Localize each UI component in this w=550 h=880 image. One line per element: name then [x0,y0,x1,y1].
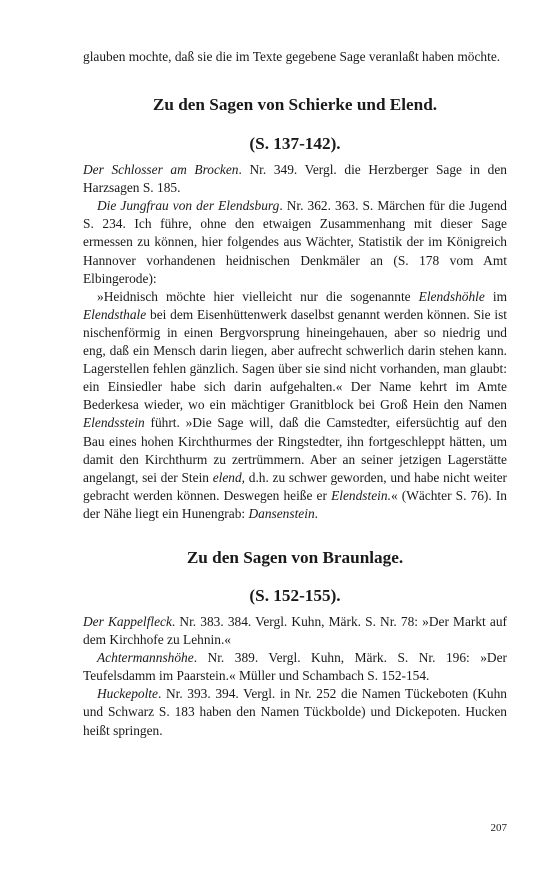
text-run: . [314,505,319,521]
entry-title: Die Jungfrau von der Elendsburg [97,198,280,214]
text-run: »Heidnisch möchte hier vielleicht nur die sogenannte [97,288,419,304]
quote-elendshoehle [83,288,507,523]
entry-huckepolte [83,685,507,739]
entry-jungfrau [83,197,507,287]
italic-term: Dansenstein [248,505,315,521]
entry-schlosser [83,161,507,197]
section-pages-braunlage: (S. 152-155). [249,585,341,605]
section-pages-schierke: (S. 137-142). [249,134,341,154]
text-run: d.h. zu schwer geworden, und habe nicht weiter gebracht werden können. Deswegen heiße er [83,469,507,503]
entry-text: . Nr. 393. 394. Vergl. in Nr. 252 die Namen Tückeboten (Kuhn und Schwarz S. 183 haben den Namen Tückbolde) und Dickepoten. Hucken heißt springen. [83,686,507,738]
italic-term: Elendsstein [83,415,145,431]
italic-term: Elendshöhle [418,288,485,304]
page-number: 207 [490,822,507,834]
entry-title: Achtermannshöhe [97,650,194,666]
section-heading-schierke: Zu den Sagen von Schierke und Elend. [152,95,438,115]
text-run: bei dem Eisenhüttenwerk daselbst genannt werden können. Sie ist nischenförmig in einen Bergvorsprung hineingehauen, aber so niedrig und eng, daß ein Mensch darin liegen, aber aufrecht schwerlich darin stehen kann. Lagerstellen fehlen gänzlich. Sagen über sie sind nicht vorhanden, man glaubt: ein Einsiedler habe sich darin aufgehalten.« Der Name kehrt im Amte Bederkesa wieder, wo ein mächtiger Granitblock bei Groß Hein den Namen [83,306,507,413]
entry-title: Der Schlosser am Brocken [83,162,239,178]
section-heading-braunlage: Zu den Sagen von Braunlage. [186,547,404,567]
entry-title: Huckepolte [97,686,158,702]
entry-text: . Nr. 389. Vergl. Kuhn, Märk. S. Nr. 196: »Der Teufelsdamm im Paarstein.« Müller und Schambach S. 152-154. [83,650,507,684]
entry-title: Der Kappelfleck [83,613,172,629]
italic-term: elend, [212,469,246,485]
text-run: « (Wächter S. 76). In der Nähe liegt ein Hunengrab: [83,487,507,521]
italic-term: Elendsthale [83,306,147,322]
entry-kappelfleck [83,613,507,649]
entry-text: . Nr. 383. 384. Vergl. Kuhn, Märk. S. Nr. 78: »Der Markt auf dem Kirchhofe zu Lehnin.« [83,613,508,648]
continuation-paragraph: glauben mochte, daß sie die im Texte gegebene Sage veranlaßt haben möchte. [83,49,501,64]
text-run: führt. »Die Sage will, daß die Camstedter, eifersüchtig auf den Bau eines hohen Kirchthurmes der Ringstedter, ihn fortgeschleppt hätten, um damit den Kirchthurm zu zertrümmern. Aber an seiner jetzigen Lagerstätte angelangt, sei der Stein [83,415,507,485]
page-body [83,48,507,740]
entry-achtermannshoehe [83,649,507,685]
text-run: im [484,288,507,304]
italic-term: Elendstein. [331,487,391,503]
entry-text: . Nr. 362. 363. S. Märchen für die Jugend S. 234. Ich führe, ohne den etwaigen Zusammenhang mit dieser Sage ermessen zu können, hier folgendes aus Wächter, Statistik der im Königreich Hannover vorhandenen heidnischen Denkmäler an (S. 178 vom Amt Elbingerode): [83,198,507,286]
entry-text: . Nr. 349. Vergl. die Herzberger Sage in den Harzsagen S. 185. [83,162,507,196]
